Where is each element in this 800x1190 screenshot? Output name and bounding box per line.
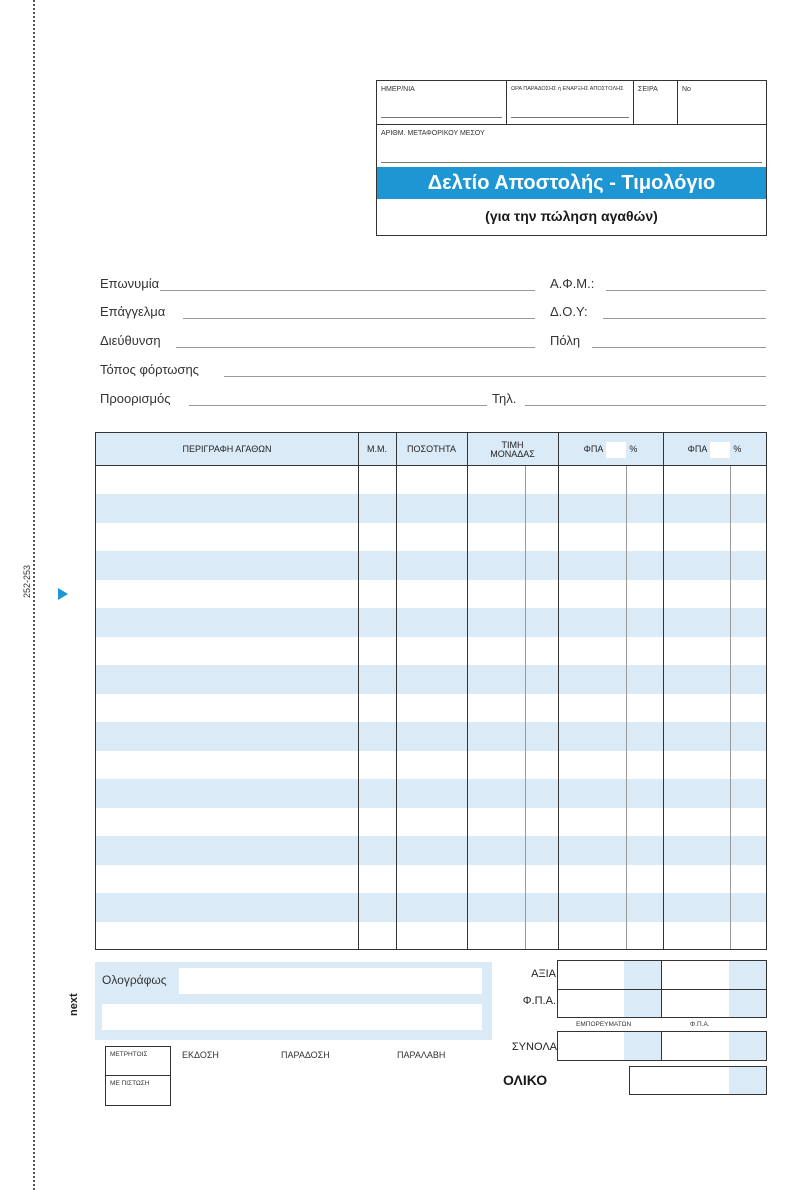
vat-col-label: Φ.Π.Α.	[690, 1021, 710, 1028]
table-row[interactable]	[96, 551, 766, 580]
document-header	[376, 80, 767, 236]
signature-issue: ΕΚΔΟΣΗ	[182, 1050, 219, 1060]
phone-input[interactable]	[525, 405, 766, 406]
items-table-header	[96, 433, 766, 466]
city-label: Πόλη	[550, 333, 581, 348]
amount-in-words	[95, 962, 492, 1040]
loading-place-input[interactable]	[224, 376, 766, 377]
grand-total-shade	[729, 1067, 766, 1094]
profession-label: Επάγγελμα	[100, 304, 166, 319]
column-divider	[730, 466, 731, 949]
document-subtitle: (για την πώληση αγαθών)	[485, 208, 658, 224]
column-divider	[661, 1032, 662, 1060]
col-vat-2-pct: %	[733, 444, 742, 454]
value-label: ΑΞΙΑ	[531, 968, 556, 980]
table-row[interactable]	[96, 836, 766, 865]
afm-label: Α.Φ.Μ.:	[550, 276, 595, 291]
col-vat-1	[558, 433, 663, 466]
col-quantity: ΠΟΣΟΤΗΤΑ	[407, 444, 456, 454]
vat-2-rate-input[interactable]	[710, 442, 730, 458]
destination-input[interactable]	[189, 405, 487, 406]
doy-input[interactable]	[603, 318, 766, 319]
address-label: Διεύθυνση	[100, 333, 161, 348]
afm-input[interactable]	[606, 290, 766, 291]
phone-label: Τηλ.	[492, 391, 517, 406]
items-table	[95, 432, 767, 950]
table-row[interactable]	[96, 665, 766, 694]
date-label: ΗΜΕΡ/ΝΙΑ	[381, 86, 415, 93]
table-row[interactable]	[96, 608, 766, 637]
sums-cell-shade	[624, 1032, 661, 1060]
table-row[interactable]	[96, 893, 766, 922]
column-divider	[626, 466, 627, 949]
time-field[interactable]	[507, 81, 634, 125]
column-divider	[558, 433, 559, 949]
in-words-label: Ολογράφως	[102, 973, 167, 987]
column-divider	[396, 433, 397, 949]
in-words-input-2[interactable]	[102, 1004, 482, 1030]
name-input[interactable]	[160, 290, 535, 291]
merch-col-label: ΕΜΠΟΡΕΥΜΑΤΩΝ	[576, 1021, 632, 1028]
perforation-line	[33, 0, 35, 1190]
row-divider	[558, 989, 766, 990]
col-unit-price-line1: ΤΙΜΗ	[501, 439, 524, 450]
table-row[interactable]	[96, 779, 766, 808]
doy-label: Δ.Ο.Υ:	[550, 304, 588, 319]
table-row[interactable]	[96, 494, 766, 523]
col-vat-2-label: ΦΠΑ	[687, 444, 708, 454]
col-vat-1-label: ΦΠΑ	[583, 444, 604, 454]
table-row[interactable]	[96, 722, 766, 751]
payment-cash-option[interactable]: ΜΕΤΡΗΤΟΙΣ	[106, 1047, 170, 1076]
col-unit-price	[467, 433, 558, 466]
number-field[interactable]	[678, 81, 766, 125]
column-divider	[663, 433, 664, 949]
arrow-marker-icon	[58, 588, 68, 600]
signature-delivery: ΠΑΡΑΔΟΣΗ	[281, 1050, 330, 1060]
sums-cell-shade	[729, 1032, 766, 1060]
brand-logo: next	[68, 993, 80, 1016]
name-label: Επωνυμία	[100, 276, 160, 291]
payment-credit-option[interactable]: ΜΕ ΠΙΣΤΩΣΗ	[110, 1080, 150, 1087]
vat-label: Φ.Π.Α.	[522, 995, 556, 1007]
vat-1-rate-input[interactable]	[606, 442, 626, 458]
grand-total-box[interactable]	[629, 1066, 767, 1095]
profession-input[interactable]	[183, 318, 535, 319]
grand-total-label: ΟΛΙΚΟ	[503, 1072, 548, 1088]
payment-method	[105, 1046, 171, 1106]
series-label: ΣΕΙΡΑ	[638, 86, 658, 93]
series-field[interactable]	[634, 81, 678, 125]
col-unit: Μ.Μ.	[367, 444, 387, 454]
form-code: 252-253	[22, 564, 32, 598]
in-words-input-1[interactable]	[179, 968, 482, 994]
loading-place-label: Τόπος φόρτωσης	[100, 362, 199, 377]
signature-receipt: ΠΑΡΑΛΑΒΗ	[397, 1050, 446, 1060]
time-label: ΩΡΑ ΠΑΡΑΔΟΣΗΣ ή ΕΝΑΡΞΗΣ ΑΠΟΣΤΟΛΗΣ	[511, 86, 624, 92]
col-description: ΠΕΡΙΓΡΑΦΗ ΑΓΑΘΩΝ	[182, 444, 272, 454]
number-label: No	[682, 86, 691, 93]
column-divider	[358, 433, 359, 949]
column-divider	[525, 466, 526, 949]
sums-label: ΣΥΝΟΛΑ	[511, 1041, 557, 1053]
destination-label: Προορισμός	[100, 391, 171, 406]
vehicle-field[interactable]	[377, 125, 766, 167]
vehicle-label: ΑΡΙΘΜ. ΜΕΤΑΦΟΡΙΚΟΥ ΜΕΣΟΥ	[381, 130, 485, 137]
date-field[interactable]	[377, 81, 507, 125]
col-unit-price-line2: ΜΟΝΑΔΑΣ	[490, 448, 535, 459]
address-input[interactable]	[176, 347, 535, 348]
header-info-row	[377, 81, 766, 125]
column-divider	[467, 433, 468, 949]
city-input[interactable]	[592, 347, 766, 348]
value-vat-box	[557, 960, 767, 1018]
sums-box[interactable]	[557, 1031, 767, 1061]
col-vat-1-pct: %	[629, 444, 638, 454]
document-title: Δελτίο Αποστολής - Τιμολόγιο	[377, 167, 766, 199]
col-vat-2	[663, 433, 766, 466]
